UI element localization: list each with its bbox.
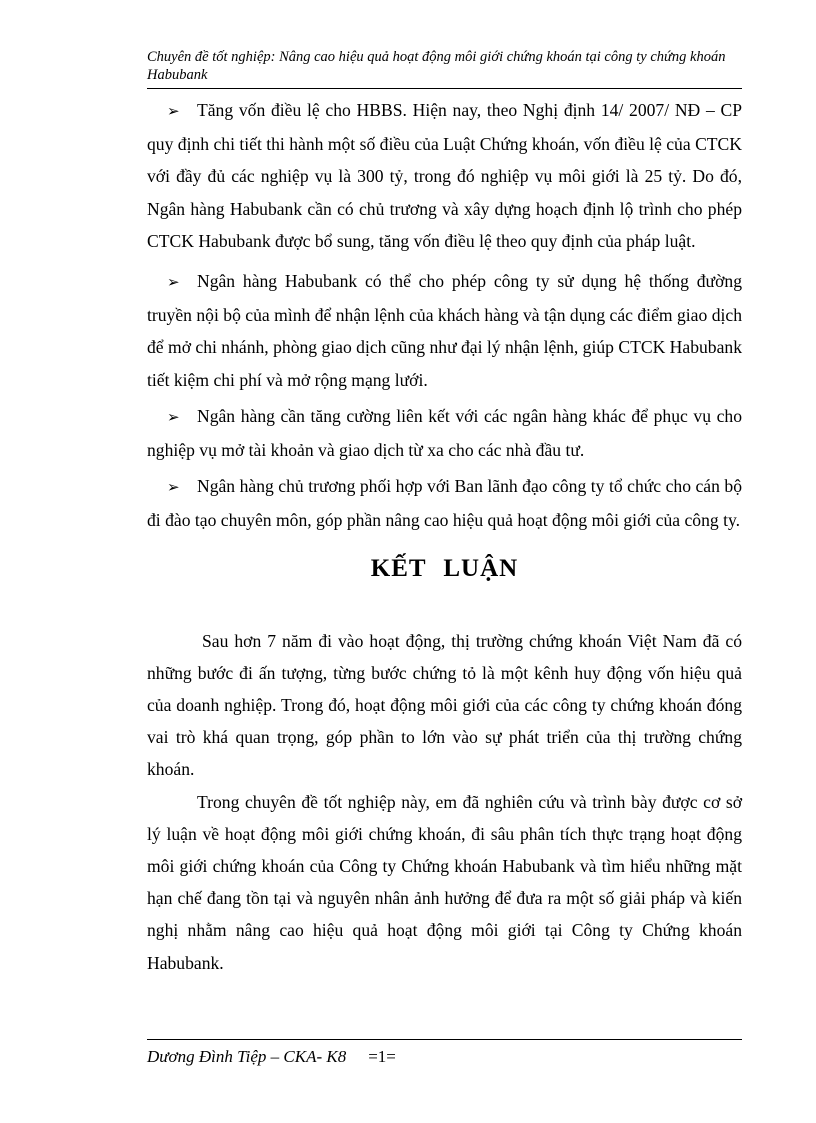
footer-divider (147, 1039, 742, 1040)
arrow-bullet-icon: ➢ (167, 409, 180, 426)
bullet-text: Tăng vốn điều lệ cho HBBS. Hiện nay, theo Nghị định 14/ 2007/ NĐ – CP quy định chi tiết thi hành một số điều của Luật Chứng khoán, vốn điều lệ của CTCK với đầy đủ các nghiệp vụ là 300 tỷ, trong đó nghiệp vụ môi giới là 25 tỷ. Do đó, Ngân hàng Habubank cần có chủ trương và xây dựng hoạch định lộ trình cho phép CTCK Habubank được bổ sung, tăng vốn điều lệ theo quy định của pháp luật. (147, 100, 742, 251)
bullet-item (147, 400, 742, 466)
bullet-text: Ngân hàng Habubank có thể cho phép công ty sử dụng hệ thống đường truyền nội bộ của mình để nhận lệnh của khách hàng và tận dụng các điểm giao dịch để mở chi nhánh, phòng giao dịch cũng như đại lý nhận lệnh, giúp CTCK Habubank tiết kiệm chi phí và mở rộng mạng lưới. (147, 271, 742, 390)
page-footer (147, 1045, 396, 1069)
page-number: =1= (368, 1047, 396, 1066)
footer-author: Dương Đình Tiệp – CKA- K8 (147, 1047, 347, 1066)
document-body (147, 90, 742, 979)
bullet-item (147, 265, 742, 396)
header-divider (147, 88, 742, 89)
section-title: KẾT LUẬN (370, 554, 519, 582)
page-header (147, 48, 742, 84)
conclusion-paragraph: Sau hơn 7 năm đi vào hoạt động, thị trường chứng khoán Việt Nam đã có những bước đi ấn tượng, từng bước chứng tỏ là một kênh huy động vốn hiệu quả của doanh nghiệp. Trong đó, hoạt động môi giới của các công ty chứng khoán đóng vai trò khá quan trọng, góp phần to lớn vào sự phát triển của thị trường chứng khoán. (147, 630, 742, 780)
bullet-text: Ngân hàng chủ trương phối hợp với Ban lãnh đạo công ty tổ chức cho cán bộ đi đào tạo chuyên môn, góp phần nâng cao hiệu quả hoạt động môi giới của công ty. (147, 476, 742, 531)
arrow-bullet-icon: ➢ (167, 275, 180, 292)
header-title: Chuyên đề tốt nghiệp: Nâng cao hiệu quả hoạt động môi giới chứng khoán tại công ty chứng khoán Habubank (147, 49, 726, 83)
bullet-item (147, 470, 742, 536)
arrow-bullet-icon: ➢ (167, 480, 180, 497)
arrow-bullet-icon: ➢ (167, 104, 180, 120)
bullet-item (147, 94, 742, 257)
conclusion-paragraph: Trong chuyên đề tốt nghiệp này, em đã nghiên cứu và trình bày được cơ sở lý luận về hoạt động môi giới chứng khoán, đi sâu phân tích thực trạng hoạt động môi giới chứng khoán của Công ty Chứng khoán Habubank và tìm hiểu những mặt hạn chế đang tồn tại và nguyên nhân ảnh hưởng để đưa ra một số giải pháp và kiến nghị nhằm nâng cao hiệu quả hoạt động môi giới tại Công ty Chứng khoán Habubank. (147, 791, 742, 973)
bullet-text: Ngân hàng cần tăng cường liên kết với các ngân hàng khác để phục vụ cho nghiệp vụ mở tài khoản và giao dịch từ xa cho các nhà đầu tư. (147, 405, 742, 461)
